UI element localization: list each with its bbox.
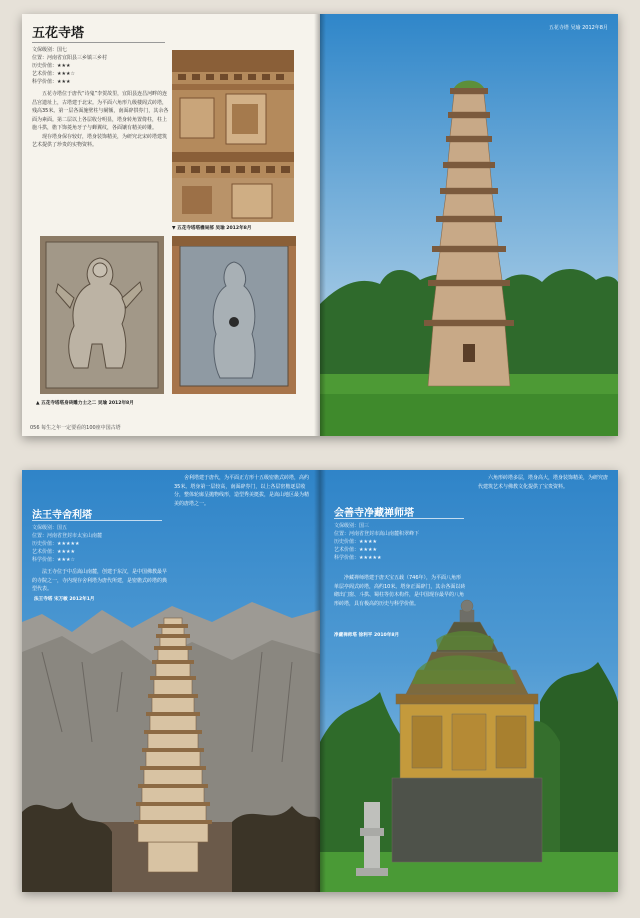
photo-header: 五花寺塔 吴瑜 2012年8月 — [548, 25, 608, 31]
title-rule — [32, 520, 162, 521]
info-row: 科学价值：★★★ — [32, 79, 71, 85]
info-row: 科学价值：★★★☆ — [32, 557, 75, 563]
relief-guardian-photo-1 — [40, 236, 164, 394]
photo-caption: ▲ 五花寺塔塔身砖雕力士之二 吴瑜 2012年8月 — [36, 401, 134, 406]
page-left-wuhua — [22, 14, 320, 436]
info-row: 科学价值：★★★★★ — [334, 555, 382, 561]
info-row: 文保级别：国三 — [334, 523, 370, 529]
page-title: 五花寺塔 — [32, 26, 85, 41]
info-row: 文保级别：国五 — [32, 525, 68, 531]
page-title: 会善寺净藏禅师塔 — [334, 508, 414, 519]
info-row: 位置：河南省登封市嵩山南麓积翠峰下 — [334, 531, 420, 537]
info-row: 历史价值：★★★★★ — [32, 541, 80, 547]
title-rule — [32, 42, 165, 43]
fawang-pagoda-photo — [22, 592, 320, 892]
heritage-info — [334, 522, 466, 562]
article-column: 六角形砖塔多层，塔身高大，塔身装饰精美，为研究唐代建筑艺术与佛教文化提供了宝贵资料。 — [478, 475, 609, 490]
book-spread-top — [22, 14, 618, 436]
photo-caption: 净藏禅师塔 徐利平 2010年8月 — [334, 633, 400, 638]
relief-guardian-photo-2 — [172, 236, 296, 394]
info-row: 艺术价值：★★★★ — [334, 547, 377, 553]
info-row: 位置：河南省登封市太室山南麓 — [32, 533, 103, 539]
page-right-wuhua-photo — [320, 14, 618, 436]
jingzang-pagoda-photo — [320, 592, 618, 892]
article-body: 五花寺塔位于唐代“诗鬼”李贺故里，宜阳县连昌河畔的连昌宫遗址上，古塔建于北宋。为平面六角形九级楼阁式砖塔，残高35米。第一层各面施壁柱与阑额，南面辟拱券门，其余各面为素面。第二层以上各层收分明显，塔身转角置倚柱，柱上施斗拱，檐下饰菱角牙子与蝉翼纹，各面镶有精美砖雕。 现存塔身保存较好，塔身装饰精美，为研究北宋砖塔建筑艺术提供了珍贵的实物资料。 — [32, 91, 169, 148]
book-spread-bottom — [22, 470, 618, 892]
page-right-huishan — [320, 470, 618, 892]
article-column: 舍利塔建于唐代，为平面正方形十五级密檐式砖塔，高约35米。塔身第一层较高，南面辟券门，以上各层密檐逐层收分，整体轮廓呈抛物线形，造型秀美挺拔，是嵩山地区最为精美的唐塔之一。 — [174, 475, 310, 507]
pagoda-eaves-photo — [172, 50, 294, 222]
article-body: 净藏禅师塔建于唐天宝五载（746年），为平面八角形单层亭阁式砖塔，高约10米。塔身正面辟门，其余各面以砖砌出门窗、斗拱、蜀柱等仿木构件，是中国现存最早的八角形砖塔，具有极高的历史与科学价值。 — [334, 575, 466, 607]
info-row: 位置：河南省宜阳县三乡镇三乡村 — [32, 55, 108, 61]
info-row: 文保级别：国七 — [32, 47, 68, 53]
book-gutter — [314, 470, 326, 892]
info-row: 历史价值：★★★★ — [334, 539, 377, 545]
page-footer: 056 每生之年一定要看的100座中国古塔 — [30, 425, 121, 431]
wuhua-pagoda-photo — [320, 14, 618, 436]
page-left-fawang — [22, 470, 320, 892]
page-title: 法王寺舍利塔 — [32, 510, 92, 521]
photo-caption: 法王寺塔 宋万敏 2012年1月 — [34, 597, 95, 602]
info-row: 艺术价值：★★★★ — [32, 549, 75, 555]
photo-caption: ▼ 五花寺塔塔檐局部 吴瑜 2012年8月 — [172, 226, 252, 231]
info-row: 艺术价值：★★★☆ — [32, 71, 75, 77]
heritage-info — [32, 524, 167, 564]
article-body: 法王寺位于中岳嵩山南麓，创建于东汉，是中国佛教最早的寺院之一，寺内现存舍利塔为唐代所建，是密檐式砖塔的典型代表。 — [32, 569, 168, 592]
book-gutter — [314, 14, 326, 436]
title-rule — [334, 518, 464, 519]
info-row: 历史价值：★★★ — [32, 63, 71, 69]
heritage-info — [32, 46, 170, 86]
